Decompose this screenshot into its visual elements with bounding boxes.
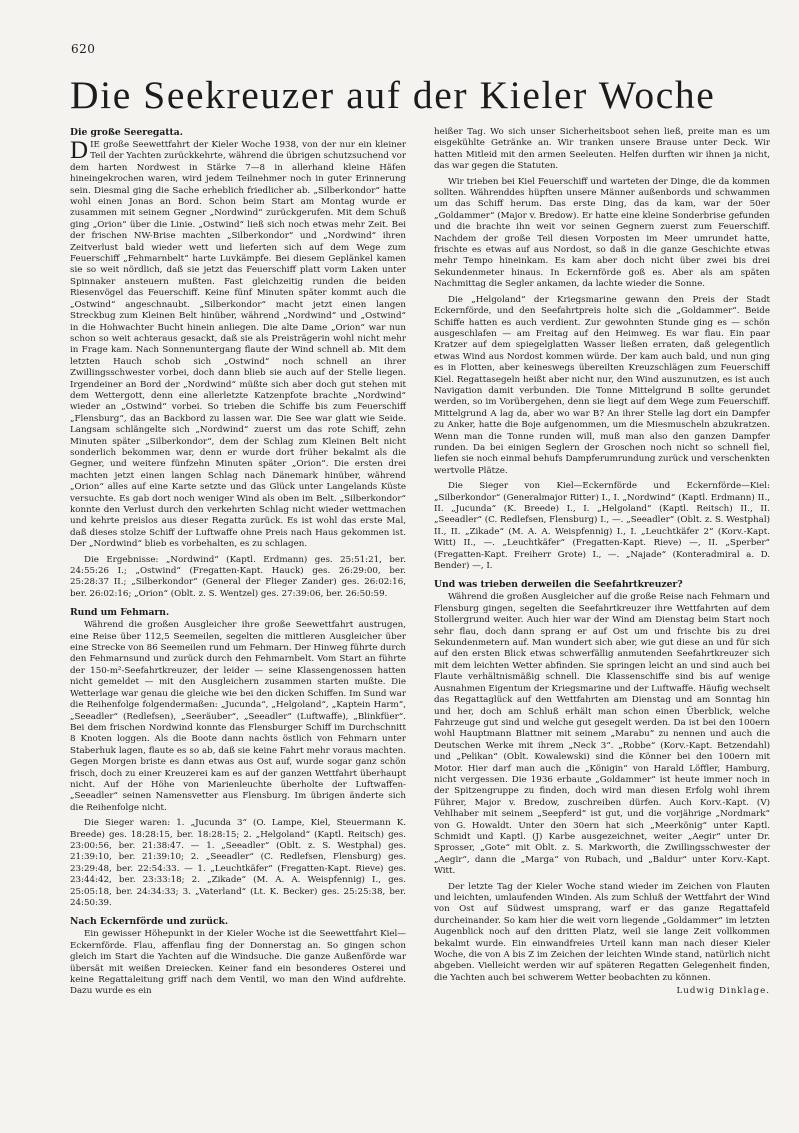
- results-paragraph: Die Ergebnisse: „Nordwind“ (Kaptl. Erdmann) ges. 25:51:21, ber. 24:55:26 I.; „Ostwind“ (Fregatten-Kapt. Hauck) ges. 26:29:00, ber. 25:28:37 II.; „Silberkondor“ (General der Flieger Zander) ges. 26:02:16, ber. 26:02:16; „Orion“ (Oblt. z. S. Wentzel) ges. 27:39:06, ber. 26:50:59.: [70, 554, 406, 599]
- paragraph: heißer Tag. Wo sich unser Sicherheitsboot sehen ließ, preite man es um eisgekühlte Getränke an. Wir tranken unsere Brause unter Deck. Wir hatten Mitleid mit den armen Seeleuten. Helfen durften wir ihnen ja nicht, das war gegen die Statuten.: [434, 127, 770, 172]
- article-title: Die Seekreuzer auf der Kieler Woche: [70, 73, 716, 117]
- paragraph: Der letzte Tag der Kieler Woche stand wieder im Zeichen von Flauten und leichten, umlaufenden Winden. Als zum Schluß der Wettfahrt der Wind von Ost auf Südwest umsprang, warf er das ganze Regattafeld durcheinander. So kam hier die weit vorn liegende „Goldammer“ im letzten Augenblick noch auf den dritten Platz, weil sie lange Zeit vollkommen bekalmt wurde. Ein einwandfreies Urteil kann man nach dieser Kieler Woche, die von A bis Z im Zeichen der leichten Winde stand, natürlich nicht abgeben. Vielleicht werden wir auf späteren Regatten Gelegenheit finden, die Yachten auch bei schwerem Wetter beobachten zu können.: [434, 881, 770, 983]
- paragraph-text: IE große Seewettfahrt der Kieler Woche 1938, von der nur ein kleiner Teil der Yachten zurückkehrte, während die übrigen schutzsuchend vor dem harten Nordwest in Stärke 7—8 in allerhand kleine Häfen hineingekrochen waren, wird jedem Teilnehmer noch in guter Erinnerung sein. Diesmal ging die Sache erheblich friedlicher ab. „Silberkondor“ hatte wohl einen Jonas an Bord. Schon beim Start am Montag wurde er zusammen mit seinem Gegner „Nordwind“ zurückgerufen. Mit dem Schuß ging „Orion“ über die Linie. „Ostwind“ ließ sich noch etwas mehr Zeit. Bei der frischen NW-Brise machten „Silberkondor“ und „Nordwind“ ihren Zeitverlust bald wieder wett und lieferten sich auf dem Wege zum Feuerschiff „Fehmarnbelt“ harte Luvkämpfe. Bei diesem Geplänkel kamen sie so weit nördlich, daß sie jetzt das Feuerschiff platt vorm Laken unter Spinnaker ansteuern mußten. Fast gleichzeitig runden die beiden Riesenvögel das Feuerschiff. Keine fünf Minuten später kommt auch die „Ostwind“ angeschnaubt. „Silberkondor“ macht jetzt einen langen Streckbug zum Kleinen Belt hinüber, während „Nordwind“ und „Ostwind“ in die Hohwachter Bucht hinein anliegen. Die alte Dame „Orion“ war nun schon so weit achteraus gesackt, daß sie als Preisträgerin wohl nicht mehr in Frage kam. Nach Sonnenuntergang flaute der Wind schnell ab. Mit dem letzten Hauch schob sich „Ostwind“ noch schnell an ihrer Zwillingsschwester vorbei, doch dann blieb sie auch auf der Stelle liegen. Irgendeiner an Bord der „Nordwind“ müßte sich aber doch gut stehen mit dem Wettergott, denn eine allerletzte Katzenpfote brachte „Nordwind“ wieder an „Ostwind“ vorbei. So trieben die Schiffe bis zum Feuerschiff „Flensburg“, das an Backbord zu lassen war. Die See war glatt wie Seide. Langsam schlängelte sich „Nordwind“ zuerst um das rote Schiff, zehn Minuten später „Silberkondor“, dem der Schlag zum Kleinen Belt nicht sonderlich bekommen war, denn er wurde dort früher bekalmt als die Gegner, und weitere fünfzehn Minuten später „Orion“. Die ersten drei machten jetzt einen langen Schlag nach Dänemark hinüber, während „Orion“ alles auf eine Karte setzte und das Glück unter Langelands Küste versuchte. Es gab dort noch weniger Wind als oben im Belt. „Silberkondor“ konnte den Verlust durch den verkehrten Schlag nicht wieder wettmachen und kehrte preislos aus dieser Regatta zurück. Es ist wohl das erste Mal, daß dieses stolze Schiff der Luftwaffe ohne Preis nach Haus gekommen ist. Der „Nordwind“ blieb es vorbehalten, es zu schlagen.: [70, 140, 406, 550]
- results-paragraph: Die Sieger von Kiel—Eckernförde und Eckernförde—Kiel: „Silberkondor“ (Generalmajor Ritter) I., I. „Nordwind“ (Kaptl. Erdmann) II., II. „Jucunda“ (K. Breede) I., I. „Helgoland“ (Kaptl. Reitsch) II., II. „Seeadler“ (C. Redlefsen, Flensburg) I., —. „Seeadler“ (Oblt. z. S. Westphal) II., II. „Zikade“ (M. A. A. Weispfennig) I., I. „Leuchtkäfer 2“ (Korv.-Kapt. Witt) II., —. „Leuchtkäfer“ (Fregatten-Kapt. Rieve) —, II. „Sperber“ (Fregatten-Kapt. Freiherr Grote) I., —. „Najade“ (Konteradmiral a. D. Bender) —, I.: [434, 481, 770, 572]
- drop-cap: D: [70, 137, 89, 164]
- paragraph: Ein gewisser Höhepunkt in der Kieler Woche ist die Seewettfahrt Kiel—Eckernförde. Flau, affenflau fing der Donnerstag an. So gingen schon gleich im Start die Yachten auf die Windsuche. Die ganze Außenförde war übersät mit weißen Dreiecken. Keiner fand ein besonderes Osterei und keine Regattaleitung griff nach dem Ventil, wo man den Wind aufdrehte. Dazu wurde es ein: [70, 929, 406, 997]
- paragraph: Die „Helgoland“ der Kriegsmarine gewann den Preis der Stadt Eckernförde, und den Seefahrtpreis holte sich die „Goldammer“. Beide Schiffe hatten es auch verdient. Zur gewohnten Stunde ging es — schön ausgeschlafen — am Freitag auf den Heimweg. Es war flau. Ein paar Kratzer auf dem spiegelglatten Wasser ließen erraten, daß gelegentlich etwas Wind aus Nordost kommen würde. Der kam auch bald, und nun ging es in Flotten, aber keineswegs übereilten Kreuzschlägen zum Feuerschiff Kiel. Regattasegeln heißt aber nicht nur, den Wind auszunutzen, es ist auch Navigation damit verbunden. Die Tonne Mittelgrund B sollte gerundet werden, so im Vorübergehen, denn sie liegt auf dem Wege zum Feuerschiff. Mittelgrund A lag da, aber wo war B? An ihrer Stelle lag dort ein Dampfer zu Anker, hatte die Boje aufgenommen, um die Miesmuscheln abzukratzen. Wenn man die Tonne runden will, muß man also den ganzen Dampfer runden. Da bei einigen Seglern der Groschen noch nicht so schnell fiel, liefen sie noch einmal behufs Dampferumrundung zurück und verschenkten wertvolle Plätze.: [434, 294, 770, 476]
- paragraph: Während die großen Ausgleicher auf die große Reise nach Fehmarn und Flensburg gingen, segelten die Seefahrtkreuzer ihre Wettfahrten auf dem Stollergrund weiter. Auch hier war der Wind am Dienstag beim Start noch sehr flau, doch dann sprang er auf Ost um und frischte bis zu drei Sekundenmetern auf. Man wundert sich aber, wie gut diese an und für sich auf den ersten Blick etwas schwerfällig anmutenden Seefahrtkreuzer sich mit dem leichten Wetter abfinden. Sie springen leicht an und sind auch bei Flaute verhältnismäßig schnell. Die Klassenschiffe sind bis auf wenige Ausnahmen Eigentum der Kriegsmarine und der Luftwaffe. Häufig wechselt das Regattaglück auf den Wettfahrten am Dienstag und am Sonntag hin und her, doch am Schluß erhält man schon einen Überblick, welche Fahrzeuge gut sind und welche gut gesegelt werden. Da ist bei den 100ern wohl Hauptmann Blattner mit seinem „Marabu“ zu nennen und auch die Deutschen Werke mit ihrem „Neck 3“. „Robbe“ (Korv.-Kapt. Betzendahl) und „Pelikan“ (Oblt. Kowalewski) sind die Könner bei den 100ern mit Motor. Hier darf man auch die „Königin“ von Harald Löffler, Hamburg, nicht vergessen. Die 1936 erbaute „Goldammer“ ist heute immer noch in der Spitzengruppe zu finden, doch wird man diesen Erfolg wohl ihrem Führer, Major v. Bredow, zuschreiben dürfen. Auch Korv.-Kapt. (V) Vehlhaber mit seinem „Seepferd“ ist gut, und die vorjährige „Nordmark“ von G. Howaldt. Unter den 30ern hat sich „Meerkönig“ unter Kaptl. Schmidt und Kaptl. (J) Karbe ausgezeichnet, weiter „Aegir“ unter Dr. Sprosser, „Gote“ mit Oblt. z. S. Markworth, die Zwillingsschwester der „Aegir“, dann die „Marga“ von Rubach, und „Baldur“ unter Korv.-Kapt. Witt.: [434, 592, 770, 877]
- paragraph: Wir trieben bei Kiel Feuerschiff und warteten der Dinge, die da kommen sollten. Währenddes hüpften unsere Männer außenbords und schwammen um das Schiff herum. Das erste Ding, das da kam, war der 50er „Goldammer“ (Major v. Bredow). Er hatte eine kleine Sonderbrise gefunden und die brachte ihn weit vor seinen Gegnern zuerst zum Feuerschiff. Nachdem der große Teil diesen Vorposten im Meer umrundet hatte, frischte es etwas auf aus Nordost, so daß in die ganze Geschichte etwas mehr Tempo hineinkam. Es kam aber doch nicht über zwei bis drei Sekundenmeter hinaus. In Eckernförde goß es. Aber als am späten Nachmittag die Segler ankamen, da lachte wieder die Sonne.: [434, 176, 770, 290]
- paragraph: Während die großen Ausgleicher ihre große Seewettfahrt austrugen, eine Reise über 112,5 Seemeilen, segelten die mittleren Ausgleicher über eine Strecke von 86 Seemeilen rund um Fehmarn. Der Hinweg führte durch den Fehmarnsund und zurück durch den Fehmarnbelt. Vom Start an führte der 150-m²-Seefahrtkreuzer, der leider — seine Klassengenossen hatten nicht gemeldet — mit den Ausgleichern zusammen starten mußte. Die Wetterlage war genau die gleiche wie bei den dicken Schiffen. Im Sund war die Reihenfolge folgendermaßen: „Jucunda“, „Helgoland“, „Kaptein Harm“, „Seeadler“ (Redlefsen), „Seeräuber“, „Seeadler“ (Luftwaffe), „Blinkfüer“. Bei dem frischen Nordwind konnte das Flensburger Schiff im Durchschnitt 8 Knoten loggen. Als die Boote dann nachts östlich von Fehmarn unter Staberhuk lagen, flaute es so ab, daß sie keine Fahrt mehr voraus machten. Gegen Morgen briste es dann etwas aus Ost auf, wurde sogar ganz schön frisch, doch zu einer Kreuzerei kam es auf der ganzen Wettfahrt überhaupt nicht. Auf der Höhe von Marienleuchte überholte der Luftwaffen-„Seeadler“ seinen Namensvetter aus Flensburg. Im übrigen änderte sich die Reihenfolge nicht.: [70, 620, 406, 813]
- paragraph: [70, 137, 406, 551]
- page-number: 620: [71, 42, 96, 56]
- section-heading-eckernfoerde: Nach Eckernförde und zurück.: [70, 916, 229, 928]
- right-column: [434, 127, 770, 1117]
- author-signature: Ludwig Dinklage.: [676, 986, 770, 997]
- section-heading-fehmarn: Rund um Fehmarn.: [70, 607, 170, 619]
- left-column: [70, 127, 406, 1117]
- section-heading-seefahrtkreuzer: Und was trieben derweilen die Seefahrtkreuzer?: [434, 579, 683, 591]
- section-heading-seeregatta: Die große Seeregatta.: [70, 127, 183, 138]
- results-paragraph: Die Sieger waren: 1. „Jucunda 3“ (O. Lampe, Kiel, Steuermann K. Breede) ges. 18:28:15, ber. 18:28:15; 2. „Helgoland“ (Kaptl. Reitsch) ges. 23:00:56, ber. 21:38:47. — 1. „Seeadler“ (Oblt. z. S. Westphal) ges. 21:39:10, ber. 21:39:10; 2. „Seeadler“ (C. Redlefsen, Flensburg) ges. 23:29:48, ber. 22:54:33. — 1. „Leuchtkäfer“ (Fregatten-Kapt. Rieve) ges. 23:44:42, ber. 23:33:18; 2. „Zikade“ (M. A. A. Weispfennig) I., ges. 25:05:18, ber. 24:34:33; 3. „Vaterland“ (Lt. K. Becker) ges. 25:25:38, ber. 24:50:39.: [70, 818, 406, 908]
